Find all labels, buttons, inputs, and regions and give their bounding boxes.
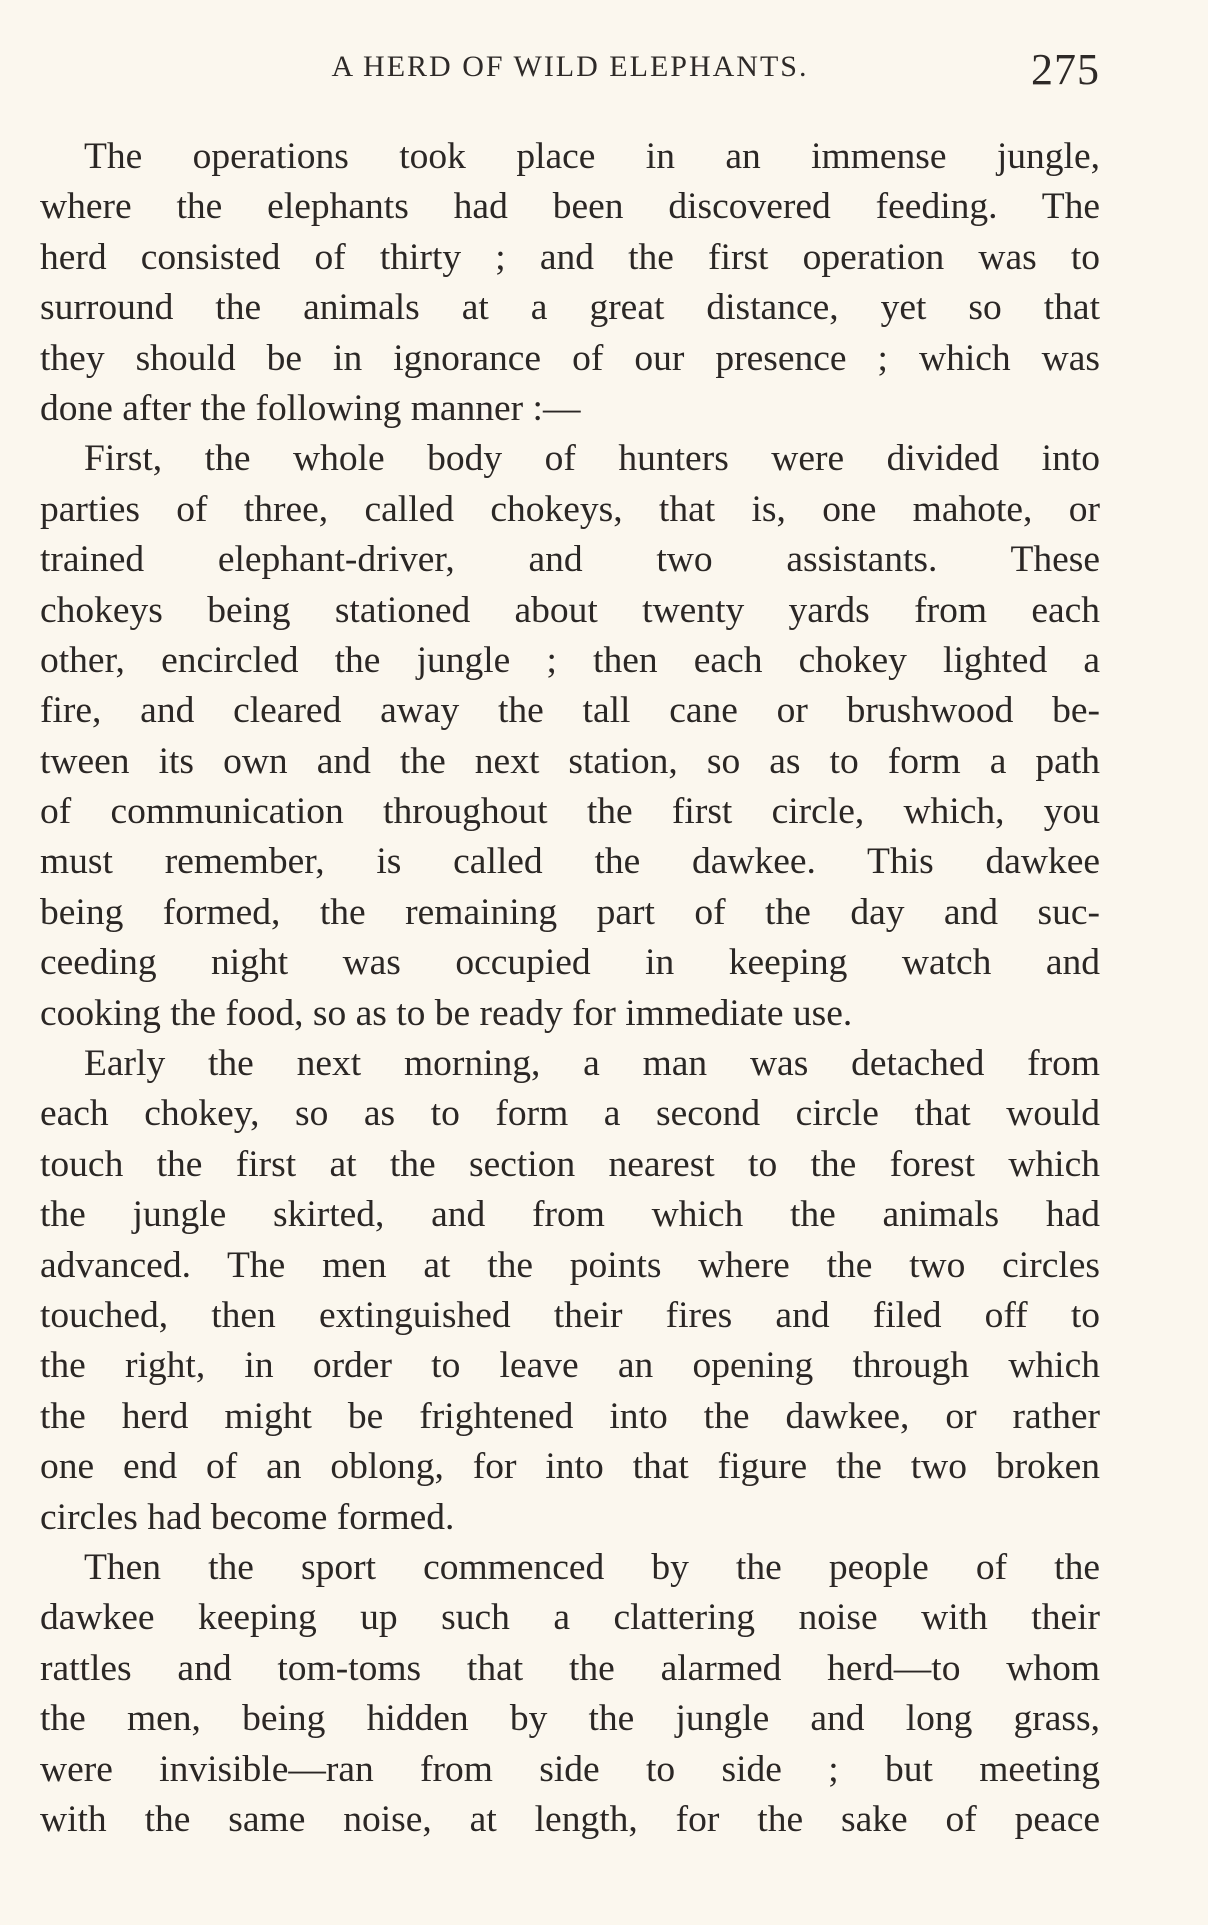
text-line: First, the whole body of hunters were divided into bbox=[84, 438, 1100, 480]
text-line: Then the sport commenced by the people of the bbox=[84, 1546, 1100, 1588]
page-header bbox=[40, 44, 1100, 94]
text-line: of communication throughout the first circle, which, you bbox=[40, 791, 1100, 833]
text-line: each chokey, so as to form a second circle that would bbox=[40, 1093, 1100, 1135]
text-line: with the same noise, at length, for the sake of peace bbox=[40, 1798, 1100, 1840]
text-line: fire, and cleared away the tall cane or brushwood be- bbox=[40, 690, 1100, 732]
text-line: circles had become formed. bbox=[40, 1496, 455, 1538]
paragraph-4 bbox=[40, 1543, 1100, 1845]
text-line: other, encircled the jungle ; then each chokey lighted a bbox=[40, 639, 1100, 681]
text-line: touch the first at the section nearest to the forest which bbox=[40, 1143, 1100, 1185]
text-line: parties of three, called chokeys, that is, one mahote, or bbox=[40, 488, 1100, 530]
text-line: tween its own and the next station, so as to form a path bbox=[40, 740, 1100, 782]
text-line: the jungle skirted, and from which the animals had bbox=[40, 1194, 1100, 1236]
text-line: the right, in order to leave an opening through which bbox=[40, 1345, 1100, 1387]
text-line: Early the next morning, a man was detached from bbox=[84, 1043, 1100, 1085]
text-line: cooking the food, so as to be ready for immediate use. bbox=[40, 992, 853, 1034]
text-line: advanced. The men at the points where the two circles bbox=[40, 1244, 1100, 1286]
text-line: one end of an oblong, for into that figure the two broken bbox=[40, 1446, 1100, 1488]
paragraph-1 bbox=[40, 132, 1100, 434]
page-number: 275 bbox=[1031, 45, 1100, 94]
text-line: were invisible—ran from side to side ; but meeting bbox=[40, 1748, 1100, 1790]
paragraph-3 bbox=[40, 1039, 1100, 1543]
text-line: dawkee keeping up such a clattering noise with their bbox=[40, 1597, 1100, 1639]
text-line: the men, being hidden by the jungle and long grass, bbox=[40, 1698, 1100, 1740]
text-line: touched, then extinguished their fires and filed off to bbox=[40, 1294, 1100, 1336]
text-line: must remember, is called the dawkee. This dawkee bbox=[40, 841, 1100, 883]
text-line: rattles and tom-toms that the alarmed herd—to whom bbox=[40, 1647, 1100, 1689]
paragraph-2 bbox=[40, 434, 1100, 1039]
body-text bbox=[40, 132, 1100, 1845]
text-line: ceeding night was occupied in keeping watch and bbox=[40, 942, 1100, 984]
text-line: they should be in ignorance of our presence ; which was bbox=[40, 337, 1100, 379]
text-line: the herd might be frightened into the dawkee, or rather bbox=[40, 1395, 1100, 1437]
text-line: herd consisted of thirty ; and the first operation was to bbox=[40, 236, 1100, 278]
text-line: trained elephant-driver, and two assistants. These bbox=[40, 539, 1100, 581]
text-line: surround the animals at a great distance, yet so that bbox=[40, 287, 1100, 329]
text-line: The operations took place in an immense jungle, bbox=[84, 136, 1100, 177]
running-title: A HERD OF WILD ELEPHANTS. bbox=[331, 50, 809, 83]
text-line: being formed, the remaining part of the day and suc- bbox=[40, 891, 1100, 933]
text-line: chokeys being stationed about twenty yards from each bbox=[40, 589, 1100, 631]
text-line: where the elephants had been discovered feeding. The bbox=[40, 186, 1100, 228]
text-line: done after the following manner :— bbox=[40, 387, 581, 429]
